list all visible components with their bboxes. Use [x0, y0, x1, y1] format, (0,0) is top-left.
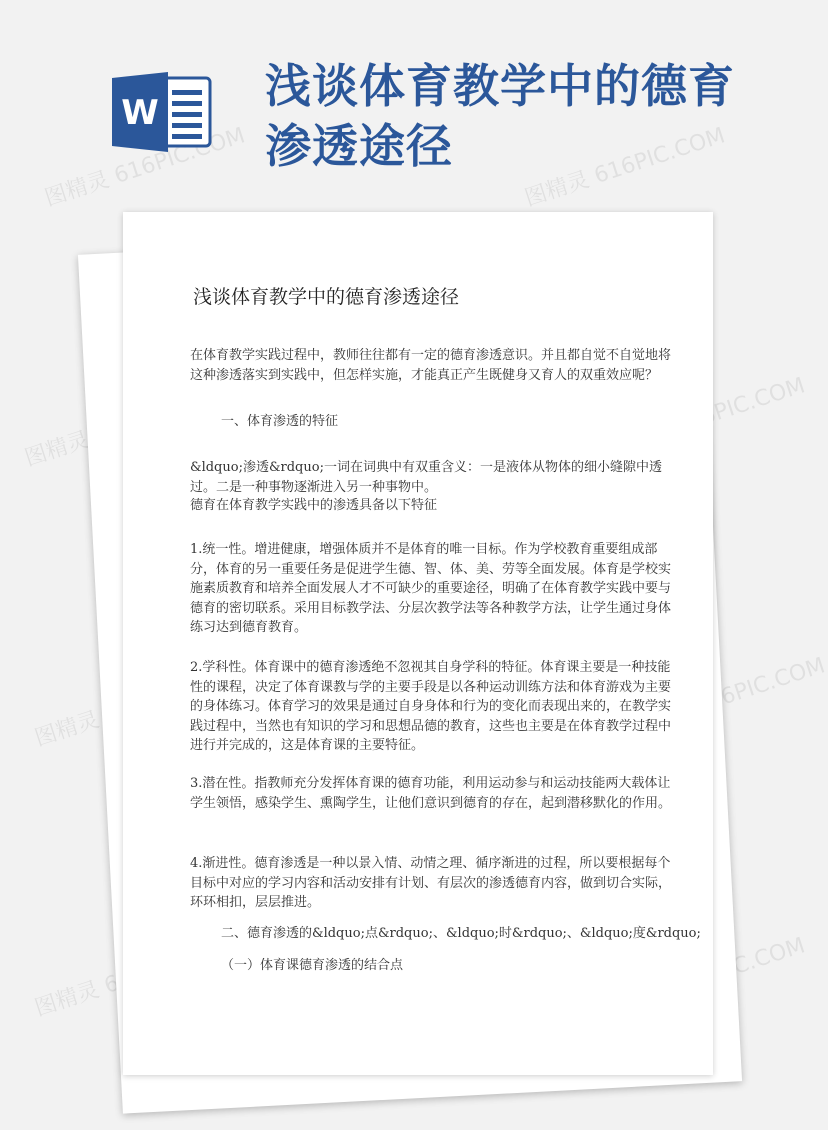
paragraph-features-intro: 德育在体育教学实践中的渗透具备以下特征: [190, 498, 438, 513]
paragraph-intro: 在体育教学实践过程中，教师往往都有一定的德育渗透意识。并且都自觉不自觉地将这种渗透落实到实践中，但怎样实施，才能真正产生既健身又育人的双重效应呢？: [190, 348, 672, 383]
watermark: 616PIC.COM: [671, 933, 809, 999]
paragraph-feature-4: 4.渐进性。德育渗透是一种以景入情、动情之理、循序渐进的过程，所以要根据每个目标中对应的学习内容和活动安排有计划、有层次的渗透德育内容，做到切合实际，环环相扣，层层推进。: [190, 856, 672, 910]
paragraph-definition: &ldquo;渗透&rdquo;一词在词典中有双重含义：一是液体从物体的细小缝隙中透过。二是一种事物逐渐进入另一种事物中。: [190, 460, 662, 495]
paragraph-feature-2: 2.学科性。体育课中的德育渗透绝不忽视其自身学科的特征。体育课主要是一种技能性的课程，决定了体育课教与学的主要手段是以各种运动训练方法和体育游戏为主要的身体练习。体育学习的效果是通过自身身体和行为的变化而表现出来的，在教学实践过程中，当然也有知识的学习和思想品德的教育，这些也主要是在体育教学过程中进行并完成的，这是体育课的主要特征。: [190, 660, 672, 753]
svg-text:W: W: [121, 93, 159, 133]
watermark: 616PIC.COM: [671, 373, 809, 439]
watermark: 图精灵: [31, 707, 103, 752]
page-heading-line1: 浅谈体育教学中的德育: [265, 59, 735, 113]
paragraph-feature-3: 3.潜在性。指教师充分发挥体育课的德育功能，利用运动参与和运动技能两大载体让学生领悟，感染学生、熏陶学生，让他们意识到德育的存在，起到潜移默化的作用。: [190, 776, 672, 811]
document-page: [123, 212, 713, 1075]
section-heading-1: 一、体育渗透的特征: [221, 414, 339, 429]
watermark: 图精灵 616PIC.COM: [521, 123, 729, 212]
document-title: 浅谈体育教学中的德育渗透途径: [193, 286, 460, 308]
page-heading-line2: 渗透途径: [265, 119, 453, 173]
paragraph-feature-1: 1.统一性。增进健康，增强体质并不是体育的唯一目标。作为学校教育重要组成部分，体育的另一重要任务是促进学生德、智、体、美、劳等全面发展。体育是学校实施素质教育和培养全面发展人才不可缺少的重要途径，明确了在体育教学实践中要与德育的密切联系。采用目标教学法、分层次教学法等各种教学方法，让学生通过身体练习达到德育教育。: [190, 542, 672, 635]
watermark: 图精灵 616PIC.COM: [41, 123, 249, 212]
watermark: 图精灵 616PIC.COM: [621, 653, 828, 742]
watermark: 图精灵: [21, 427, 93, 472]
subsection-heading-1: （一）体育课德育渗透的结合点: [221, 958, 404, 973]
word-icon: [112, 72, 212, 152]
watermark: 图精灵: [31, 977, 103, 1022]
section-heading-2: 二、德育渗透的&ldquo;点&rdquo;、&ldquo;时&rdquo;、&ldquo;度&rdquo;: [221, 926, 701, 941]
page-heading: [265, 56, 765, 176]
